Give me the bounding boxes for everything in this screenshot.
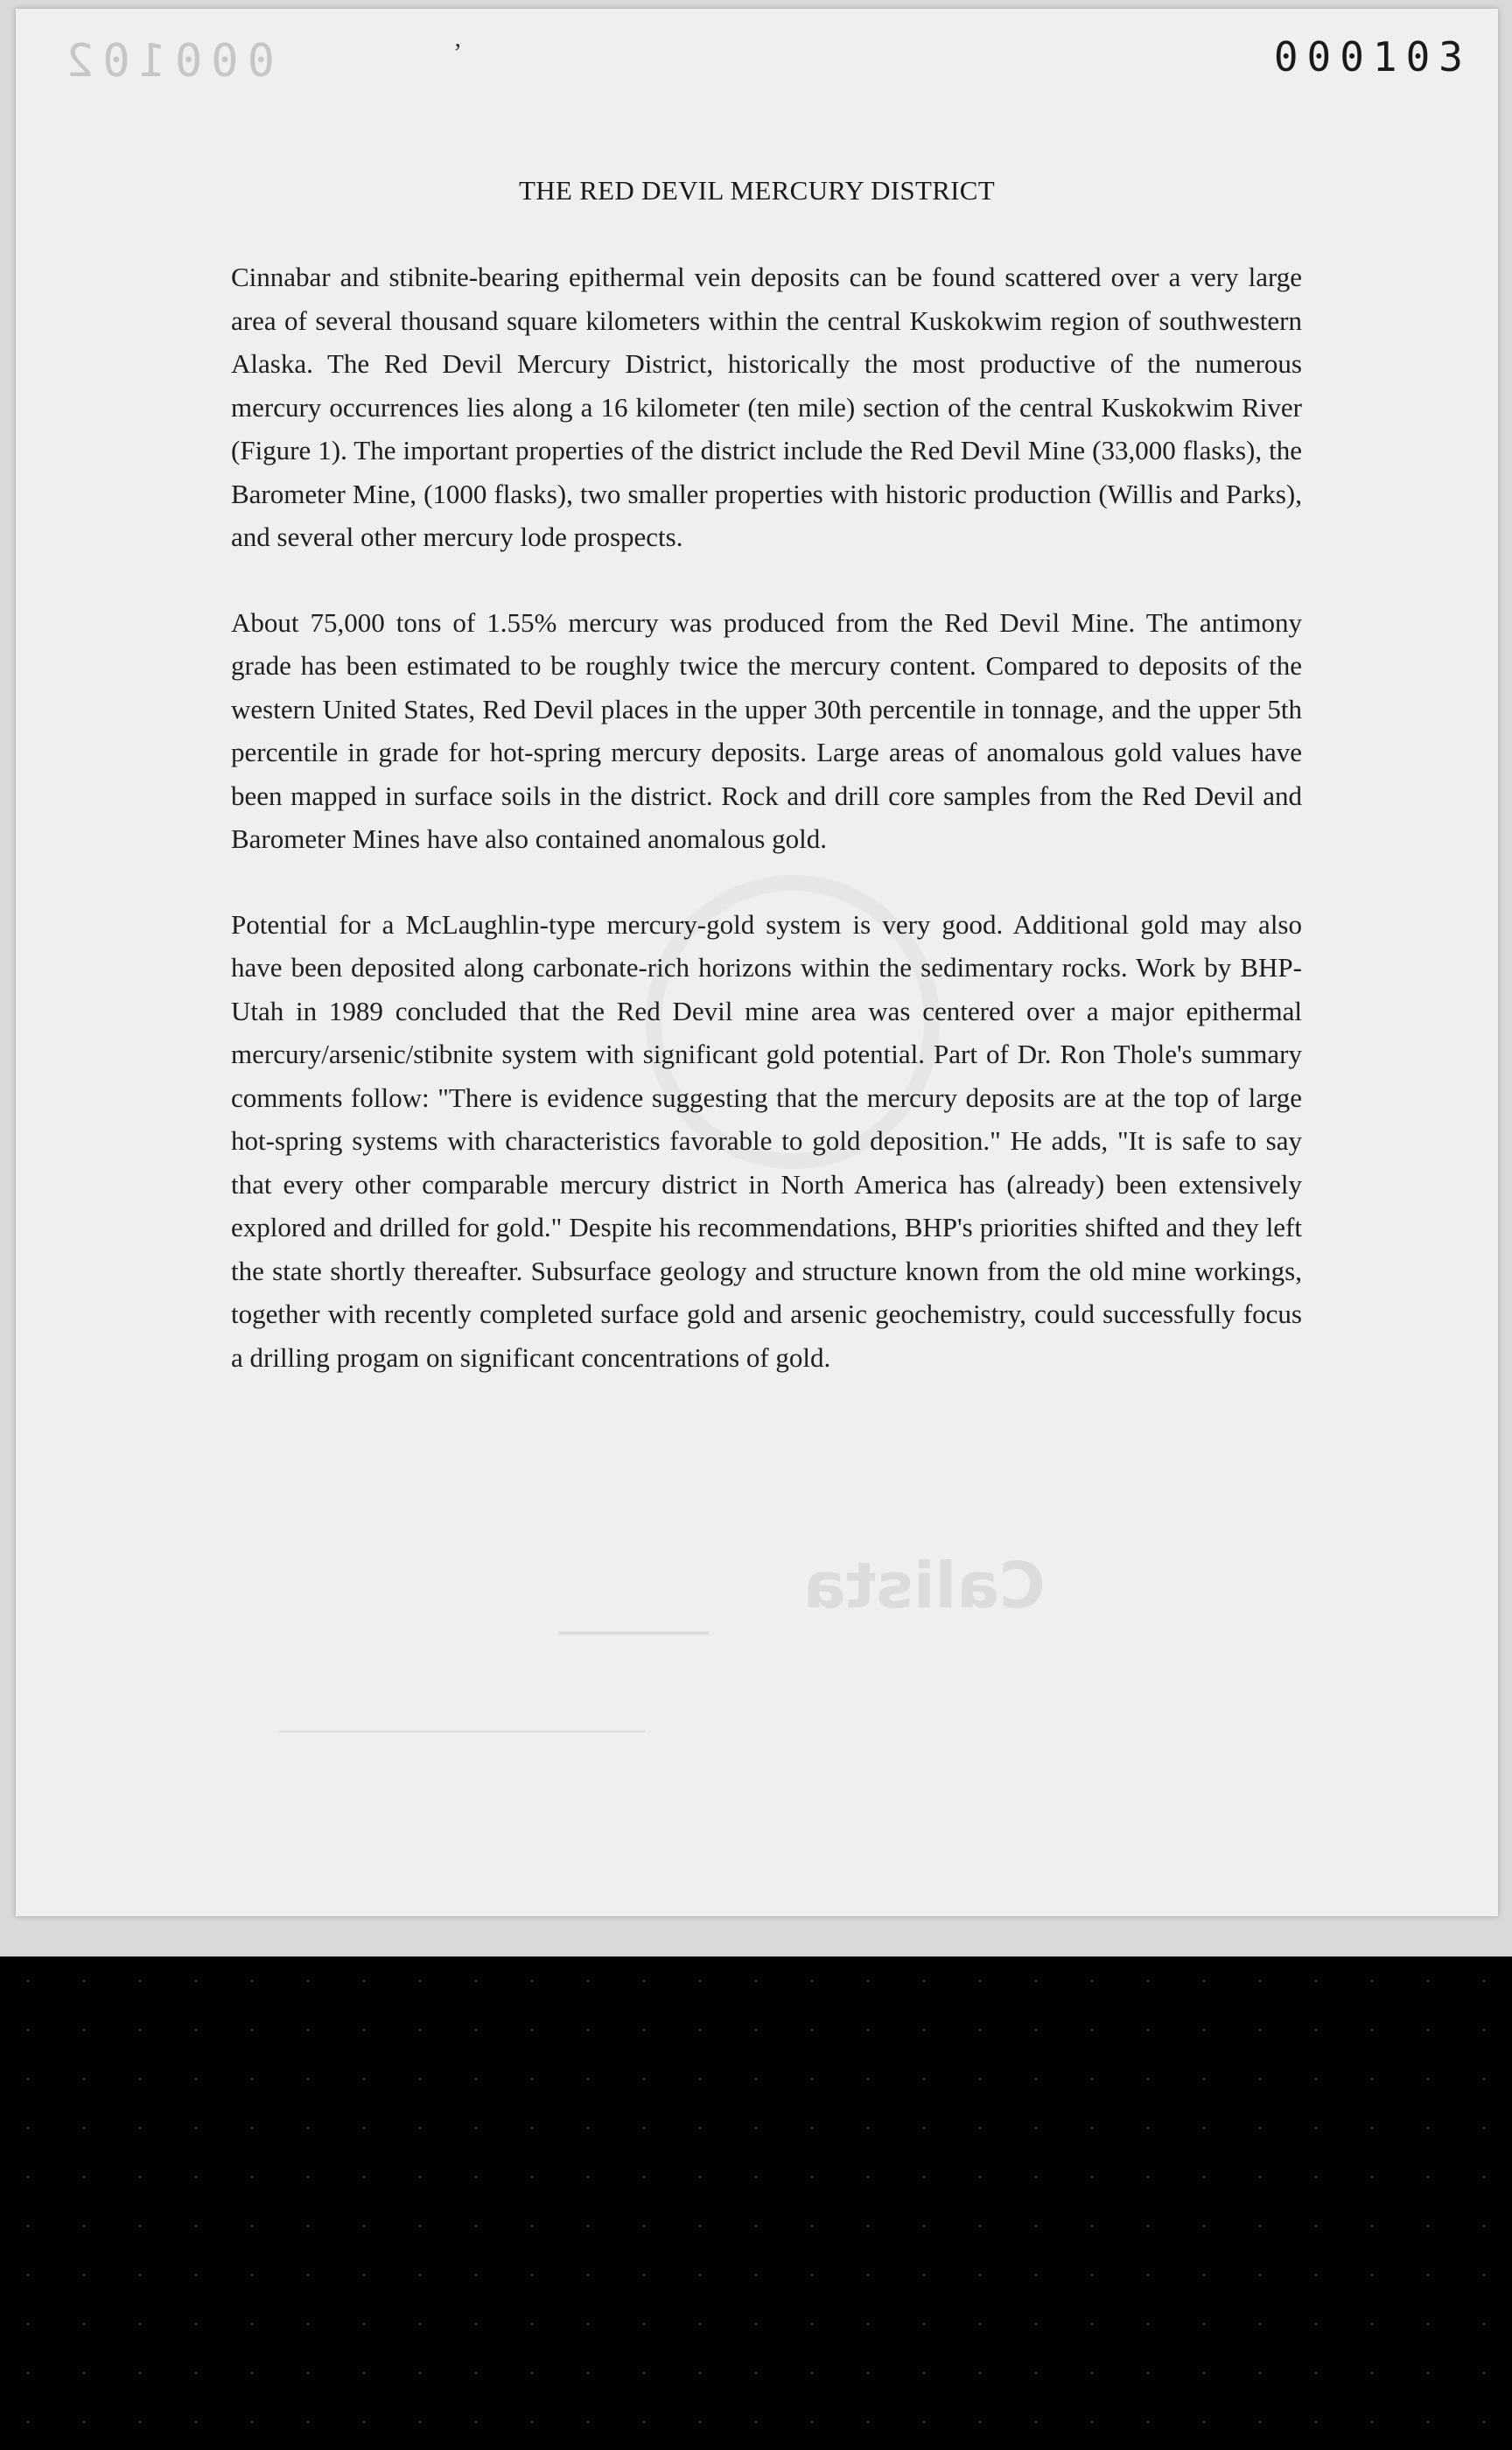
paragraph-2: About 75,000 tons of 1.55% mercury was produced from the Red Devil Mine. The antimony grade has been estimated to be roughly twice the mercury content. Compared to deposits of the western United States, Red Devil places in the upper 30th percentile in tonnage, and the upper 5th percentile in grade for hot-spring mercury deposits. Large areas of anomalous gold values have been mapped in surface soils in the district. Rock and drill core samples from the Red Devil and Barometer Mines have also contained anomalous gold. [231,606,1302,854]
scanner-bed-background [0,1956,1512,2450]
document-page [16,9,1498,1916]
bates-number: 000103 [1273,33,1472,80]
bleed-through-letterhead: Calista [803,1549,1046,1622]
paragraph-3: Potential for a McLaughlin-type mercury-gold system is very good. Additional gold may also have been deposited along carbonate-rich horizons within the sedimentary rocks. Work by BHP-Utah in 1989 concluded that the Red Devil mine area was centered over a major epithermal mercury/arsenic/stibnite system with significant gold potential. Part of Dr. Ron Thole's summary comments follow: "There is evidence suggesting that the mercury deposits are at the top of large hot-spring systems with characteristics favorable to gold deposition." He adds, "It is safe to say that every other comparable mercury district in North America has (already) been extensively explored and drilled for gold." Despite his recommendations, BHP's priorities shifted and they left the state shortly thereafter. Subsurface geology and structure known from the old mine workings, together with recently completed surface gold and arsenic geochemistry, could successfully focus a drilling progam on significant concentrations of gold. [231,908,1302,1373]
bleed-through-footer: ───────────────────────────── [278,1719,646,1744]
tick-mark: ʼ [453,38,462,67]
document-body [231,256,1302,1421]
bleed-through-address: ━━━━━━━━━━━━━ [558,1623,710,1645]
document-title: THE RED DEVIL MERCURY DISTRICT [518,175,996,206]
paragraph-1: Cinnabar and stibnite-bearing epithermal vein deposits can be found scattered over a very large area of several thousand square kilometers within the central Kuskokwim region of southwestern Alaska. The Red Devil Mercury District, historically the most productive of the numerous mercury occurrences lies along a 16 kilometer (ten mile) section of the central Kuskokwim River (Figure 1). The important properties of the district include the Red Devil Mine (33,000 flasks), the Barometer Mine, (1000 flasks), two smaller properties with historic production (Willis and Parks), and several other mercury lode prospects. [231,262,1302,552]
ghost-page-number: 000102 [58,35,275,88]
